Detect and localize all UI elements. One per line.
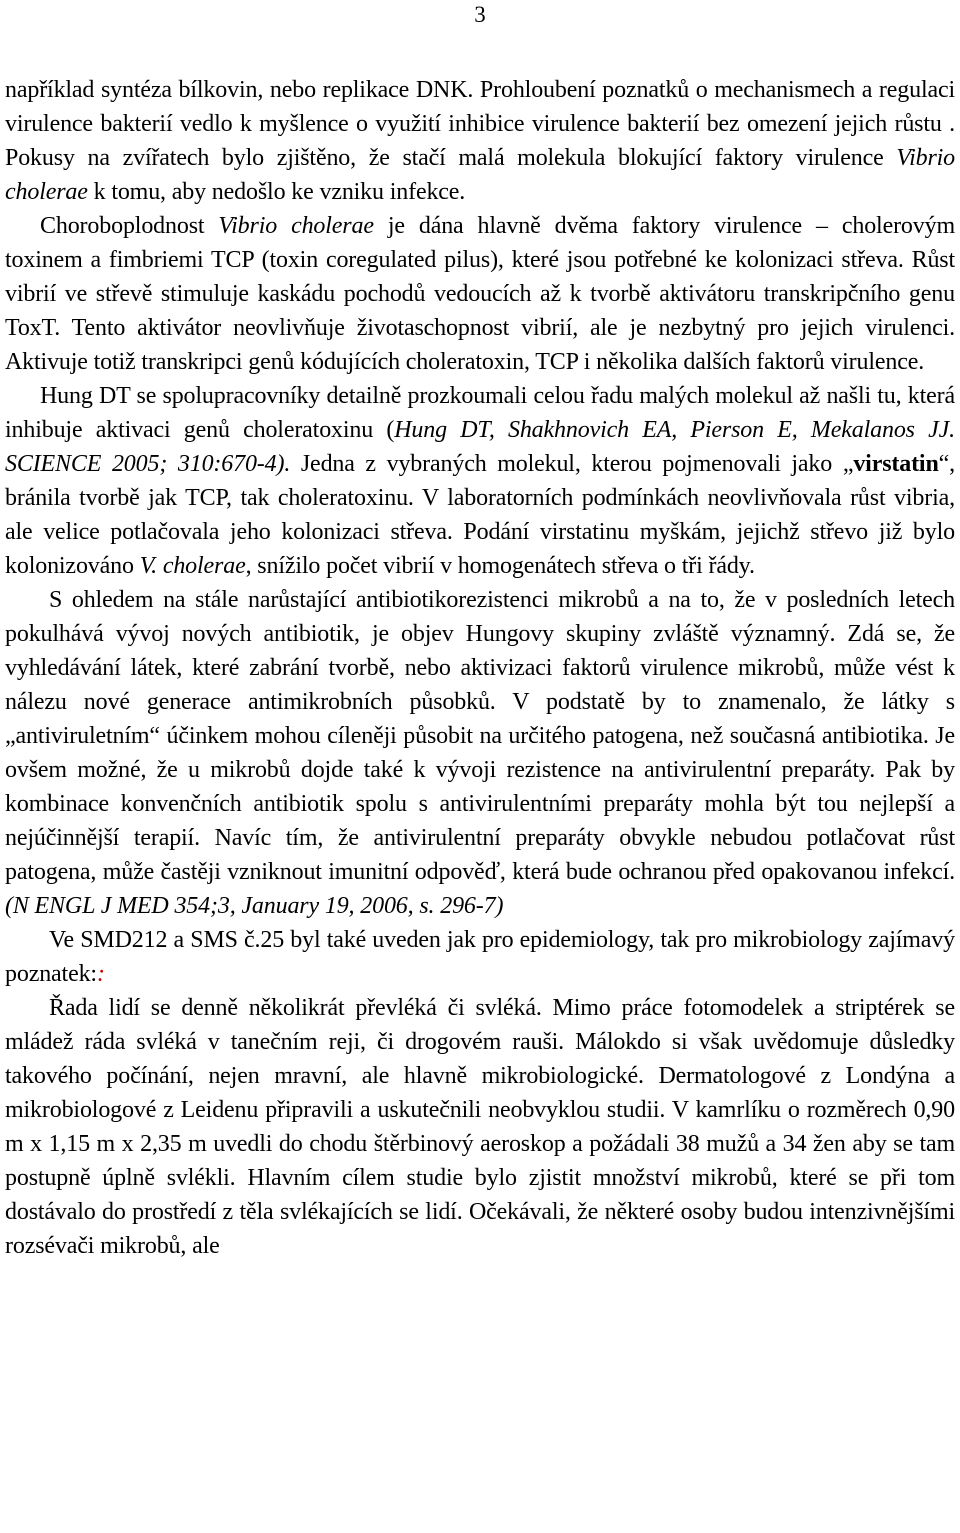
paragraph-6: Řada lidí se denně několikrát převléká či svléká. Mimo práce fotomodelek a striptérek se mládež ráda svléká v tanečním reji, či drogovém rauši. Málokdo si však uvědomuje důsledky takového počínání, nejen mravní, ale hlavně mikrobiologické. Dermatologové z Londýna a mikrobiologové z Leidenu připravili a uskutečnili neobvyklou studii. V kamrlíku o rozměrech 0,90 m x 1,15 m x 2,35 m uvedli do chodu štěrbinový aeroskop a požádali 38 mužů a 34 žen aby se tam postupně úplně svlékli. Hlavním cílem studie bylo zjistit množství mikrobů, které se při tom dostávalo do prostředí z těla svlékajících se lidí. Očekávali, že některé osoby budou intenzivnějšími rozsévači mikrobů, ale [5, 995, 955, 1259]
bold-term-virstatin: virstatin [853, 451, 939, 477]
paragraph-1: například syntéza bílkovin, nebo replikace DNK. Prohloubení poznatků o mechanismech a regulaci virulence bakterií vedlo k myšlence o využití inhibice virulence bakterií bez omezení jejich růstu . Pokusy na zvířatech bylo zjištěno, že stačí malá molekula blokující faktory virulence Vibrio cholerae k tomu, aby nedošlo ke vzniku infekce. [5, 77, 955, 205]
italic-species-name: Vibrio cholerae [5, 145, 955, 205]
italic-species-name: V. cholerae [139, 553, 246, 579]
citation-nejm: (N ENGL J MED 354;3, January 19, 2006, s. 296-7) [5, 893, 504, 919]
paragraph-2: Choroboplodnost Vibrio cholerae je dána hlavně dvěma faktory virulence – cholerovým toxinem a fimbriemi TCP (toxin coregulated pilus), které jsou potřebné ke kolonizaci střeva. Růst vibrií ve střevě stimuluje kaskádu pochodů vedoucích až k tvorbě aktivátoru transkripčního genu ToxT. Tento aktivátor neovlivňuje životaschopnost vibrií, ale je nezbytný pro jejich virulenci. Aktivuje totiž transkripci genů kódujících choleratoxin, TCP i několika dalších faktorů virulence. [5, 213, 955, 375]
document-body [5, 73, 955, 1263]
red-colon-mark: : [96, 961, 105, 987]
page-number: 3 [474, 2, 486, 27]
paragraph-5: Ve SMD212 a SMS č.25 byl také uveden jak pro epidemiology, tak pro mikrobiology zajímavý poznatek:: [5, 927, 955, 987]
paragraph-3: Hung DT se spolupracovníky detailně prozkoumali celou řadu malých molekul až našli tu, která inhibuje aktivaci genů choleratoxinu (Hung DT, Shakhnovich EA, Pierson E, Mekalanos JJ. SCIENCE 2005; 310:670-4). Jedna z vybraných molekul, kterou pojmenovali jako „virstatin“, bránila tvorbě jak TCP, tak choleratoxinu. V laboratorních podmínkách neovlivňovala růst vibria, ale velice potlačovala jeho kolonizaci střeva. Podání virstatinu myškám, jejichž střevo již bylo kolonizováno V. cholerae, snížilo počet vibrií v homogenátech střeva o tři řády. [5, 383, 956, 579]
italic-species-name: Vibrio cholerae [218, 213, 374, 239]
paragraph-4: S ohledem na stále narůstající antibiotikorezistenci mikrobů a na to, že v posledních letech pokulhává vývoj nových antibiotik, je objev Hungovy skupiny zvláště významný. Zdá se, že vyhledávání látek, které zabrání tvorbě, nebo aktivizaci faktorů virulence mikrobů, může vést k nálezu nové generace antimikrobních působků. V podstatě by to znamenalo, že látky s „antiviruletním“ účinkem mohou cíleněji působit na určitého patogena, než současná antibiotika. Je ovšem možné, že u mikrobů dojde také k vývoji rezistence na antivirulentní preparáty. Pak by kombinace konvenčních antibiotik spolu s antivirulentními preparáty mohla být tou nejlepší a nejúčinnější terapií. Navíc tím, že antivirulentní preparáty obvykle nebudou potlačovat růst patogena, může častěji vzniknout imunitní odpověď, která bude ochranou před opakovanou infekcí. (N ENGL J MED 354;3, January 19, 2006, s. 296-7) [5, 587, 955, 919]
citation-science: Hung DT, Shakhnovich EA, Pierson E, Mekalanos JJ. SCIENCE 2005; 310:670-4). [5, 417, 955, 477]
